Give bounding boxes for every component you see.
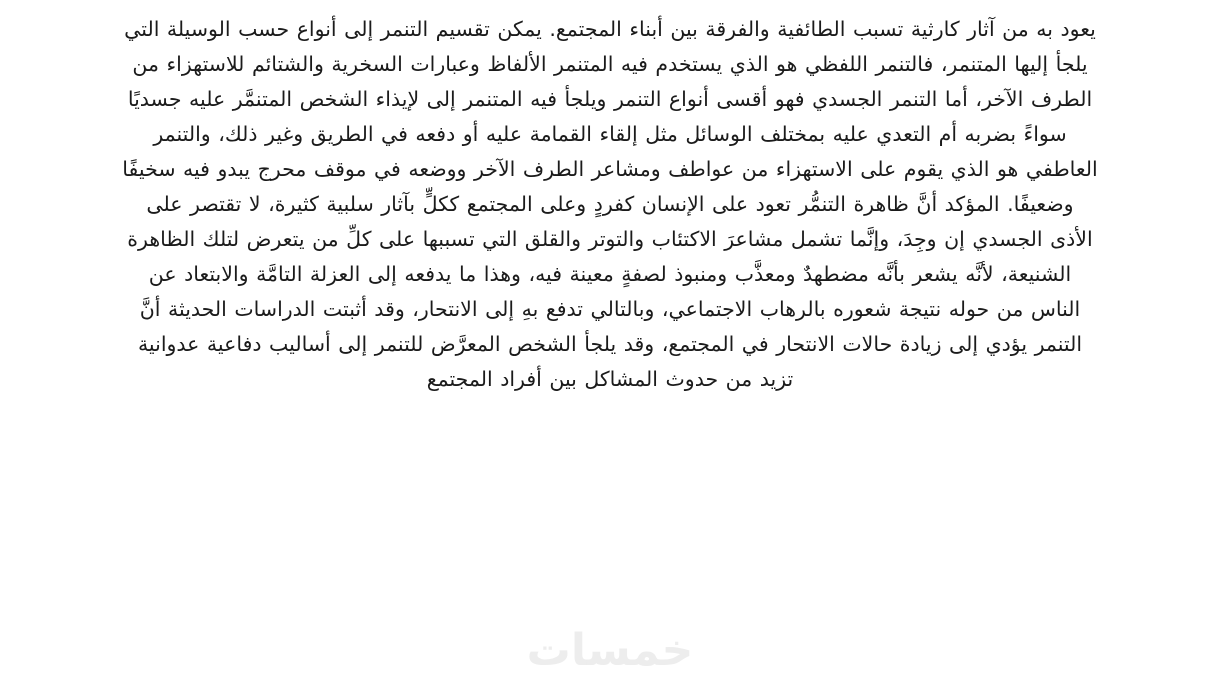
text-line: يلجأ إليها المتنمر، فالتنمر اللفظي هو الذي يستخدم فيه المتنمر الألفاظ وعبارات السخرية والشتائم للاستهزاء من (132, 52, 1088, 76)
khamsat-watermark-logo: خمسات (526, 625, 694, 676)
text-line: سواءً بضربه أم التعدي عليه بمختلف الوسائل مثل إلقاء القمامة عليه أو دفعه في الطريق وغير ذلك، والتنمر (153, 122, 1067, 146)
text-line: الشنيعة، لأنَّه يشعر بأنَّه مضطهدٌ ومعذَّب ومنبوذ لصفةٍ معينة فيه، وهذا ما يدفعه إلى العزلة التامَّة والابتعاد عن (148, 262, 1072, 286)
text-line: يعود به من آثار كارثية تسبب الطائفية والفرقة بين أبناء المجتمع. يمكن تقسيم التنمر إلى أنواع حسب الوسيلة التي (124, 17, 1096, 41)
text-line: تزيد من حدوث المشاكل بين أفراد المجتمع (426, 367, 794, 391)
text-line: الطرف الآخر، أما التنمر الجسدي فهو أقسى أنواع التنمر ويلجأ فيه المتنمر إلى لإيذاء الشخص المتنمَّر عليه جسديًا (127, 87, 1093, 111)
text-line: الأذى الجسدي إن وجِدَ، وإنَّما تشمل مشاعرَ الاكتئاب والتوتر والقلق التي تسببها على كلِّ من يتعرض لتلك الظاهرة (127, 227, 1093, 251)
arabic-paragraph (8, 12, 1212, 397)
text-line: وضعيفًا. المؤكد أنَّ ظاهرة التنمُّر تعود على الإنسان كفردٍ وعلى المجتمع ككلٍّ بآثار سلبية كثيرة، لا تقتصر على (146, 192, 1074, 216)
text-line: العاطفي هو الذي يقوم على الاستهزاء من عواطف ومشاعر الطرف الآخر ووضعه في موقف محرج يبدو فيه سخيفًا (122, 157, 1098, 181)
text-line: الناس من حوله نتيجة شعوره بالرهاب الاجتماعي، وبالتالي تدفع بهِ إلى الانتحار، وقد أثبتت الدراسات الحديثة أنَّ (139, 297, 1081, 321)
text-line: التنمر يؤدي إلى زيادة حالات الانتحار في المجتمع، وقد يلجأ الشخص المعرَّض للتنمر إلى أساليب دفاعية عدوانية (137, 332, 1083, 356)
